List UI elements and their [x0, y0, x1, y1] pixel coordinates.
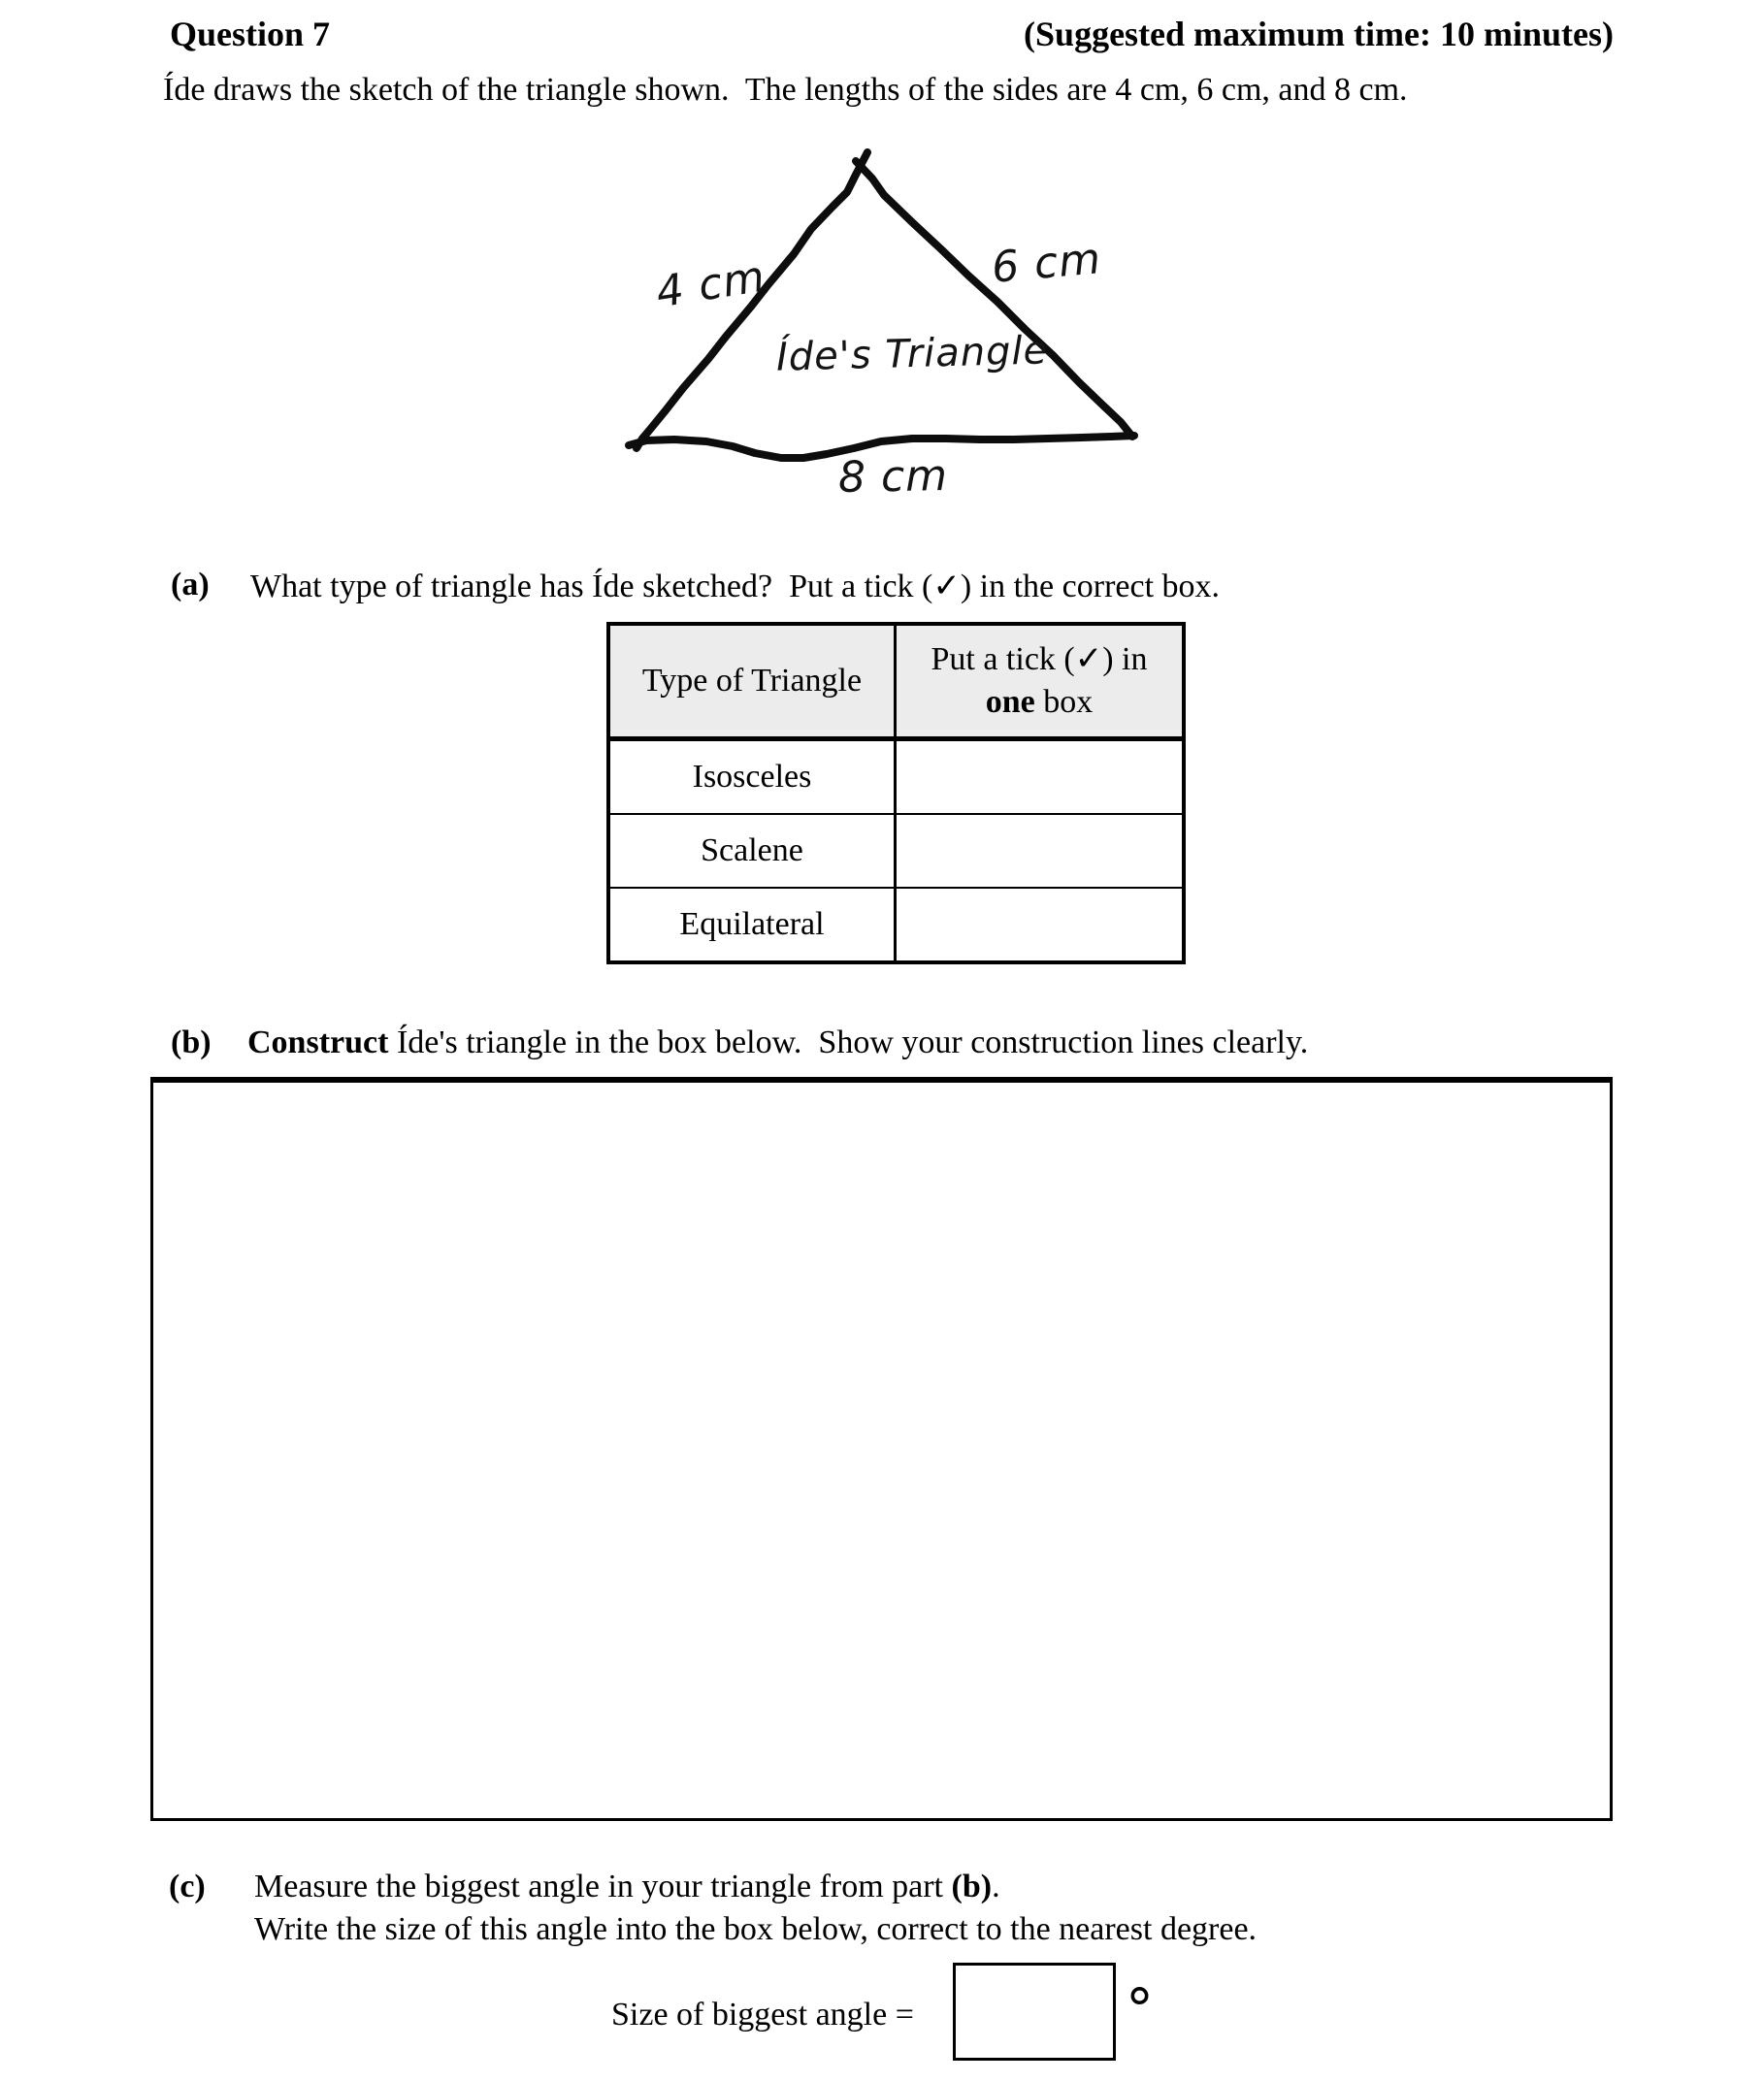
part-b-label: (b): [171, 1025, 212, 1060]
table-row-equilateral: [608, 888, 1184, 962]
tick-header-one: one: [985, 684, 1035, 720]
part-a-prompt: What type of triangle has Íde sketched? Put a tick (✓) in the correct box.: [250, 569, 1221, 604]
answer-label: Size of biggest angle =: [611, 1997, 914, 2033]
part-c-line1-suffix: .: [992, 1869, 1000, 1904]
row-label-equilateral: Equilateral: [608, 888, 896, 962]
part-c-line1-pre: Measure the biggest angle in your triangle from part: [254, 1869, 952, 1904]
suggested-time-note: (Suggested maximum time: 10 minutes): [1024, 15, 1614, 53]
tick-header-line1: Put a tick (✓) in: [931, 641, 1148, 677]
intro-text: Íde draws the sketch of the triangle shown. The lengths of the sides are 4 cm, 6 cm, and 8 cm.: [163, 72, 1408, 108]
table-row-isosceles: [608, 739, 1184, 815]
triangle-type-table: [606, 622, 1186, 964]
row-label-scalene: Scalene: [608, 814, 896, 888]
construction-box[interactable]: [150, 1077, 1613, 1821]
triangle-right-side: [856, 161, 1132, 437]
table-row-scalene: [608, 814, 1184, 888]
part-c-line1: [254, 1869, 1000, 1905]
tick-cell-scalene[interactable]: [896, 814, 1185, 888]
tick-cell-isosceles[interactable]: [896, 739, 1185, 815]
tick-header-box: box: [1034, 684, 1094, 720]
tick-cell-equilateral[interactable]: [896, 888, 1185, 962]
table-header-row: [608, 624, 1184, 739]
side-label-4cm: 4 cm: [652, 251, 769, 318]
side-label-6cm: 6 cm: [989, 234, 1104, 293]
part-c-line2: Write the size of this angle into the box below, correct to the nearest degree.: [254, 1911, 1258, 1947]
row-label-isosceles: Isosceles: [608, 739, 896, 815]
part-c-line1-bold: (b): [951, 1869, 993, 1904]
put-a-tick-header: [896, 624, 1185, 739]
part-b-prompt-rest: Íde's triangle in the box below. Show your construction lines clearly.: [388, 1025, 1309, 1060]
part-b-construct-word: Construct: [247, 1025, 389, 1060]
type-of-triangle-header: Type of Triangle: [608, 624, 896, 739]
question-number: Question 7: [170, 15, 331, 53]
triangle-sketch: [553, 136, 1232, 524]
answer-box[interactable]: [953, 1963, 1116, 2061]
part-c-label: (c): [169, 1869, 206, 1904]
degree-symbol: °: [1126, 1976, 1154, 2042]
sketch-title: Íde's Triangle: [775, 328, 1049, 380]
part-b-prompt: [247, 1025, 1308, 1061]
part-a-label: (a): [171, 567, 210, 602]
side-label-8cm: 8 cm: [837, 451, 949, 503]
